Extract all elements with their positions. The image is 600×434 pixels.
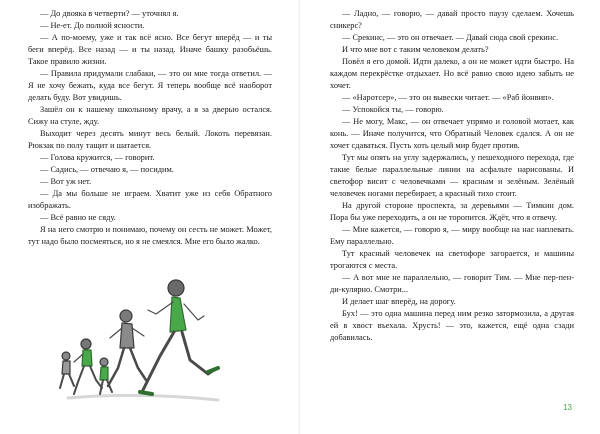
paragraph: — А вот мне не параллельно, — говорит Тим. — Мне пер-пен-ди-кулярно. Смотри... <box>330 273 574 294</box>
paragraph: — Успокойся ты, — говорю. <box>342 105 444 114</box>
paragraph: И что мне вот с таким человеком делать? <box>342 45 489 54</box>
paragraph: — Мне кажется, — говорю я, — миру вообще на нас наплевать. Ему параллельно. <box>330 225 574 246</box>
paragraph: И делает шаг вперёд, на дорогу. <box>342 297 456 306</box>
paragraph: — А по-моему, уже и так всё ясно. Все бегут вперёд — и ты беги вперёд. Все назад — и ты назад. Иначе башку разобьёшь. Такое правило жизни. <box>28 33 272 66</box>
running-boys-illustration <box>48 270 233 410</box>
paragraph: — Вот уж нет. <box>40 177 92 186</box>
paragraph: На другой стороне проспекта, за деревьями — Тимкин дом. Пора бы уже переходить, а он не торопится. Ждёт, что я отвечу. <box>330 201 574 222</box>
paragraph: — Садись, — отвечаю я, — посидим. <box>40 165 174 174</box>
paragraph: Бух! — это одна машина перед ним резко затормозила, а другая ей в хвост въехала. Хрусть! — это, кажется, ещё одна сзади добавилась. <box>330 309 574 342</box>
paragraph: — До двояка в четверти? — уточнял я. <box>40 9 179 18</box>
right-page <box>300 0 600 434</box>
paragraph: — Срекинс, — это он отвечает. — Давай сюда свой срекинс. <box>342 33 559 42</box>
left-text-column <box>28 8 272 248</box>
paragraph: Тут красный человечек на светофоре загорается, и машины трогаются с места. <box>330 249 574 270</box>
paragraph: Повёл я его домой. Идти далеко, а он не может идти быстро. На каждом перекрёстке отдыхает. Но всё равно свою идею забыть не хочет. <box>330 57 574 90</box>
right-text-column <box>330 8 574 344</box>
paragraph: — Правила придумали слабаки, — это он мне тогда ответил. — Я не хочу бежать, куда все бегут. Я теперь вообще всё наоборот делать буду. Вот увидишь. <box>28 69 272 102</box>
paragraph: — Всё равно не сяду. <box>40 213 116 222</box>
page-number: 13 <box>563 403 572 412</box>
paragraph: — Не могу, Макс, — он отвечает упрямо и головой мотает, как конь. — Иначе получится, что Обратный Человек сдался. А он не хочет сдаваться. Пусть хоть целый мир будет против. <box>330 117 574 150</box>
paragraph: — Голова кружится, — говорит. <box>40 153 155 162</box>
paragraph: — Да мы больше не играем. Хватит уже из себя Обратного изображать. <box>28 189 272 210</box>
paragraph: — Ладно, — говорю, — давай просто паузу сделаем. Хочешь сникерс? <box>330 9 574 30</box>
paragraph: Зашёл он к нашему школьному врачу, а я за дверью остался. Сижу на стуле, жду. <box>28 105 272 126</box>
paragraph: — Не-ет. До полной ясности. <box>40 21 145 30</box>
paragraph: — «Наротсер», — это он вывески читает. — «Раб йонвип». <box>342 93 554 102</box>
paragraph: Тут мы опять на углу задержались, у пешеходного перехода, где такие белые параллельные линии на асфальте нарисованы. И светофор висит с человечками — красным и зелёным. Зелёный человечек ногами перебирает, а красный тихо стоит. <box>330 153 574 198</box>
paragraph: Я на него смотрю и понимаю, почему он сесть не может. Может, тут надо было посмеяться, но я не смеялся. Мне его было жалко. <box>28 225 272 246</box>
paragraph: Выходит через десять минут весь белый. Локоть перевязан. Рюкзак по полу тащит и шатается. <box>28 129 272 150</box>
